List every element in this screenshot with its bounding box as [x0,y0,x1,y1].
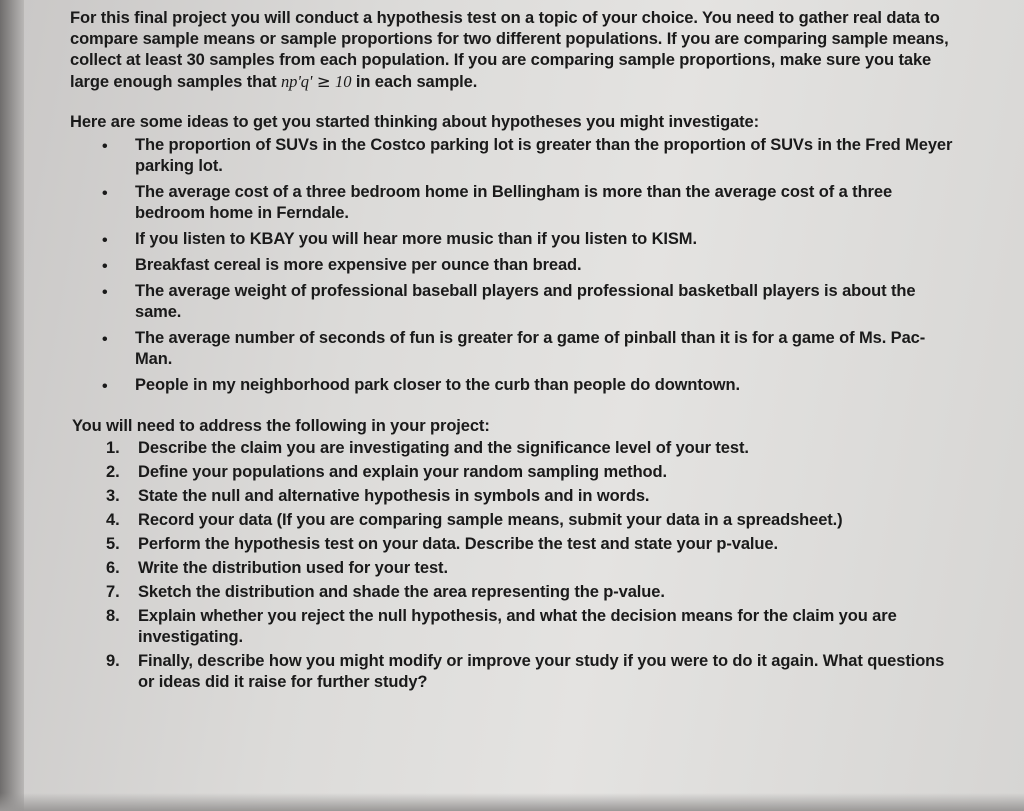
idea-item [70,281,960,323]
requirement-item [70,510,960,531]
intro-paragraph [70,8,960,93]
item-number: 6. [106,559,120,577]
bullet-icon: • [102,284,108,301]
requirement-text: Perform the hypothesis test on your data. Describe the test and state your p-value. [138,535,778,553]
requirement-text: Sketch the distribution and shade the area representing the p-value. [138,583,665,601]
requirement-item [70,486,960,507]
bullet-icon: • [102,185,108,202]
requirement-text: Describe the claim you are investigating and the significance level of your test. [138,439,749,457]
item-number: 1. [106,439,120,457]
ideas-list [70,135,960,396]
idea-text: The proportion of SUVs in the Costco parking lot is greater than the proportion of SUVs in the Fred Meyer parking lot. [135,136,953,175]
idea-text: The average number of seconds of fun is greater for a game of pinball than it is for a game of Ms. Pac-Man. [135,329,926,368]
intro-tail: in each sample. [355,73,478,91]
bullet-icon: • [102,378,108,395]
idea-item [70,375,960,396]
requirement-item [70,582,960,603]
bullet-icon: • [102,232,108,249]
item-number: 3. [106,487,120,505]
item-number: 4. [106,511,120,529]
idea-item [70,135,960,177]
monitor-edge-left [0,0,24,811]
requirement-item [70,651,960,693]
requirement-text: Record your data (If you are comparing sample means, submit your data in a spreadsheet.) [138,511,843,529]
requirements-list [70,438,960,693]
idea-text: If you listen to KBAY you will hear more music than if you listen to KISM. [135,230,697,248]
requirement-item [70,558,960,579]
idea-item [70,229,960,250]
requirement-text: Define your populations and explain your random sampling method. [138,463,667,481]
idea-text: People in my neighborhood park closer to the curb than people do downtown. [135,376,740,394]
item-number: 7. [106,583,120,601]
requirement-text: Explain whether you reject the null hypothesis, and what the decision means for the claim you are investigating. [138,607,897,646]
requirement-text: Finally, describe how you might modify or improve your study if you were to do it again. What questions or ideas did it raise for further study? [138,652,945,691]
bullet-icon: • [102,331,108,348]
requirement-item [70,462,960,483]
item-number: 8. [106,607,120,625]
bullet-icon: • [102,258,108,275]
document-page [70,8,960,696]
idea-item [70,255,960,276]
requirement-item [70,606,960,648]
bullet-icon: • [102,138,108,155]
idea-text: The average cost of a three bedroom home in Bellingham is more than the average cost of a three bedroom home in Ferndale. [135,183,893,222]
intro-text: For this final project you will conduct a hypothesis test on a topic of your choice. You need to gather real data to compare sample means or sample proportions for two different populations. If you are comparing sample means, collect at least 30 samples from each population. If you are comparing sample proportions, make sure you take large enough samples that [70,9,949,91]
idea-item [70,328,960,370]
ideas-heading: Here are some ideas to get you started thinking about hypotheses you might investigate: [70,113,760,131]
idea-text: Breakfast cereal is more expensive per ounce than bread. [135,256,582,274]
item-number: 9. [106,652,120,670]
requirements-heading: You will need to address the following in your project: [72,417,490,435]
requirement-item [70,438,960,459]
np-q-expression: np'q' [281,72,313,91]
idea-text: The average weight of professional baseball players and professional basketball players is about the same. [135,282,916,321]
item-number: 2. [106,463,120,481]
requirement-text: State the null and alternative hypothesis in symbols and in words. [138,487,650,505]
idea-item [70,182,960,224]
monitor-edge-bottom [0,793,1024,811]
item-number: 5. [106,535,120,553]
threshold-value: 10 [335,72,352,91]
requirement-item [70,534,960,555]
greater-equal-symbol: ≥ [316,72,331,91]
requirement-text: Write the distribution used for your test. [138,559,448,577]
